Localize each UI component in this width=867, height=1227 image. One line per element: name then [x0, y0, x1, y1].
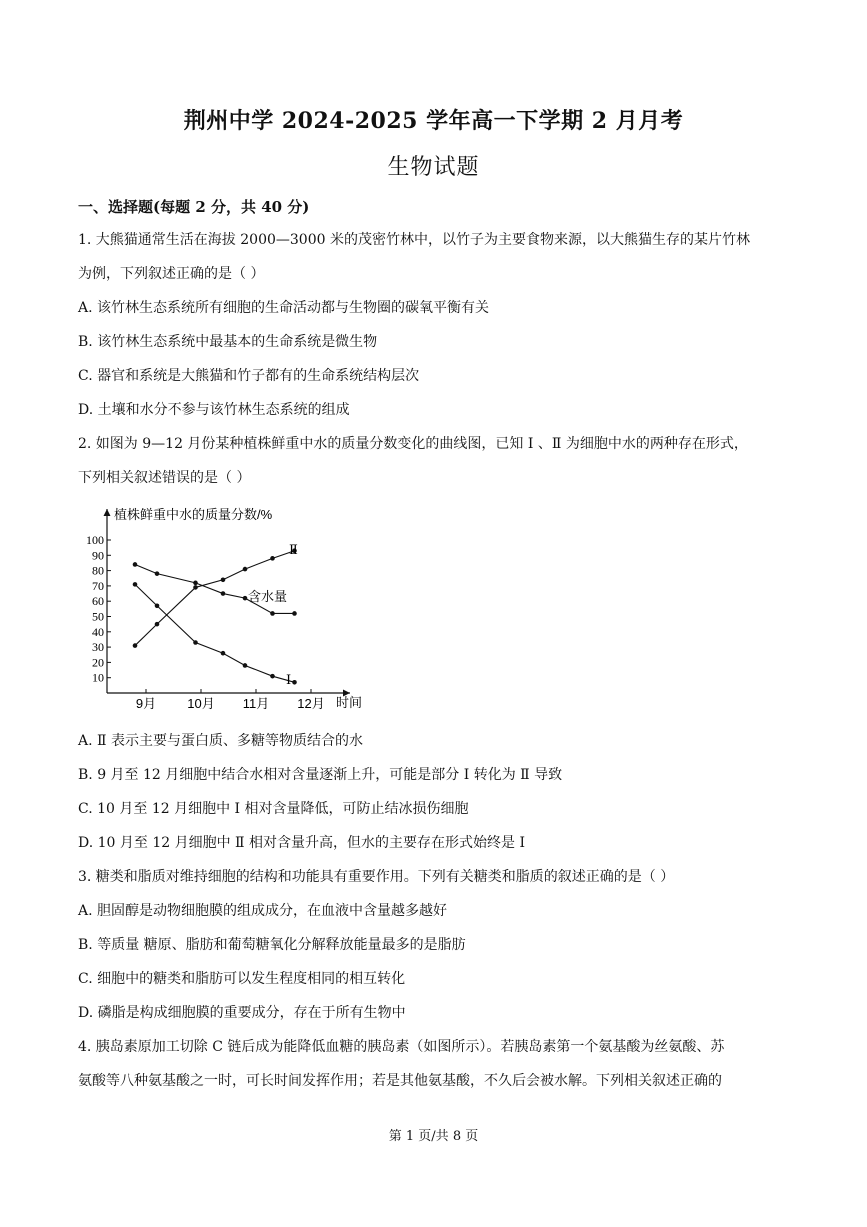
x-tick-label: 11月	[242, 696, 270, 711]
y-tick-label: 50	[92, 609, 104, 624]
q3-option-b: B. 等质量 糖原、脂肪和葡萄糖氧化分解释放能量最多的是脂肪	[78, 937, 466, 953]
y-tick-label: 30	[92, 640, 104, 655]
data-point	[133, 562, 138, 567]
y-axis-label: 植株鲜重中水的质量分数/%	[114, 507, 273, 522]
exam-subtitle: 生物试题	[387, 155, 480, 180]
data-point	[270, 611, 275, 616]
data-point	[270, 556, 275, 561]
q4-stem-line2: 氨酸等八种氨基酸之一时，可长时间发挥作用；若是其他氨基酸，不久后会被水解。下列相关叙述正确的	[78, 1073, 722, 1089]
q3-option-a: A. 胆固醇是动物细胞膜的组成成分，在血液中含量越多越好	[78, 903, 448, 919]
q2-option-d: D. 10 月至 12 月细胞中 Ⅱ 相对含量升高，但水的主要存在形式始终是 Ⅰ	[78, 835, 526, 851]
q1-option-c: C. 器官和系统是大熊猫和竹子都有的生命系统结构层次	[78, 368, 420, 384]
q2-stem-line1: 2. 如图为 9—12 月份某种植株鲜重中水的质量分数变化的曲线图，已知 Ⅰ 、Ⅱ 为细胞中水的两种存在形式，	[78, 436, 748, 452]
y-tick-label: 70	[92, 578, 104, 593]
q4-stem-line1: 4. 胰岛素原加工切除 C 链后成为能降低血糖的胰岛素（如图所示）。若胰岛素第一个氨基酸为丝氨酸、苏	[78, 1039, 725, 1055]
y-tick-label: 40	[92, 624, 104, 639]
q1-stem-line2: 为例，下列叙述正确的是（ ）	[78, 266, 265, 282]
data-point	[243, 663, 248, 668]
data-point	[221, 591, 226, 596]
series-label-含水量: 含水量	[248, 589, 288, 604]
series-label-i: Ⅰ	[286, 673, 292, 688]
series-label-ii: Ⅱ	[289, 543, 298, 558]
x-axis-label: 时间	[336, 695, 363, 710]
q3-option-d: D. 磷脂是构成细胞膜的重要成分，存在于所有生物中	[78, 1005, 406, 1021]
x-tick-label: 12月	[297, 696, 325, 711]
data-point	[243, 596, 248, 601]
y-tick-label: 20	[92, 655, 104, 670]
water-content-chart	[80, 505, 380, 724]
data-point	[193, 581, 198, 586]
data-point	[193, 585, 198, 590]
data-point	[155, 571, 160, 576]
data-point	[133, 582, 138, 587]
q1-option-d: D. 土壤和水分不参与该竹林生态系统的组成	[78, 402, 350, 418]
chart-svg	[80, 505, 380, 720]
data-point	[133, 643, 138, 648]
q1-stem-line1: 1. 大熊猫通常生活在海拔 2000—3000 米的茂密竹林中，以竹子为主要食物来源，以大熊猫生存的某片竹林	[78, 232, 750, 248]
x-tick-label: 9月	[135, 696, 157, 711]
q2-option-c: C. 10 月至 12 月细胞中 Ⅰ 相对含量降低，可防止结冰损伤细胞	[78, 801, 469, 817]
y-tick-label: 80	[92, 563, 104, 578]
q3-option-c: C. 细胞中的糖类和脂肪可以发生程度相同的相互转化	[78, 971, 406, 987]
data-point	[193, 640, 198, 645]
y-tick-label: 100	[86, 533, 104, 547]
q1-option-a: A. 该竹林生态系统所有细胞的生命活动都与生物圈的碳氧平衡有关	[78, 300, 490, 316]
q2-option-b: B. 9 月至 12 月细胞中结合水相对含量逐渐上升，可能是部分 Ⅰ 转化为 Ⅱ 导致	[78, 767, 563, 783]
q1-option-b: B. 该竹林生态系统中最基本的生命系统是微生物	[78, 334, 378, 350]
data-point	[221, 577, 226, 582]
page-footer: 第 1 页/共 8 页	[388, 1129, 479, 1144]
section-heading: 一、选择题(每题 2 分，共 40 分)	[78, 198, 310, 216]
y-tick-label: 60	[92, 594, 104, 609]
y-tick-label: 90	[92, 548, 104, 563]
data-point	[221, 651, 226, 656]
exam-title: 荆州中学 2024-2025 学年高一下学期 2 月月考	[183, 108, 684, 134]
data-point	[292, 680, 297, 685]
q2-stem-line2: 下列相关叙述错误的是（ ）	[78, 470, 251, 486]
q2-option-a: A. Ⅱ 表示主要与蛋白质、多糖等物质结合的水	[78, 733, 363, 749]
data-point	[292, 611, 297, 616]
data-point	[243, 567, 248, 572]
q3-stem: 3. 糖类和脂质对维持细胞的结构和功能具有重要作用。下列有关糖类和脂质的叙述正确的是（ ）	[78, 869, 675, 885]
data-point	[155, 603, 160, 608]
data-point	[270, 674, 275, 679]
data-point	[155, 622, 160, 627]
y-tick-label: 10	[92, 670, 104, 685]
x-tick-label: 10月	[187, 696, 215, 711]
